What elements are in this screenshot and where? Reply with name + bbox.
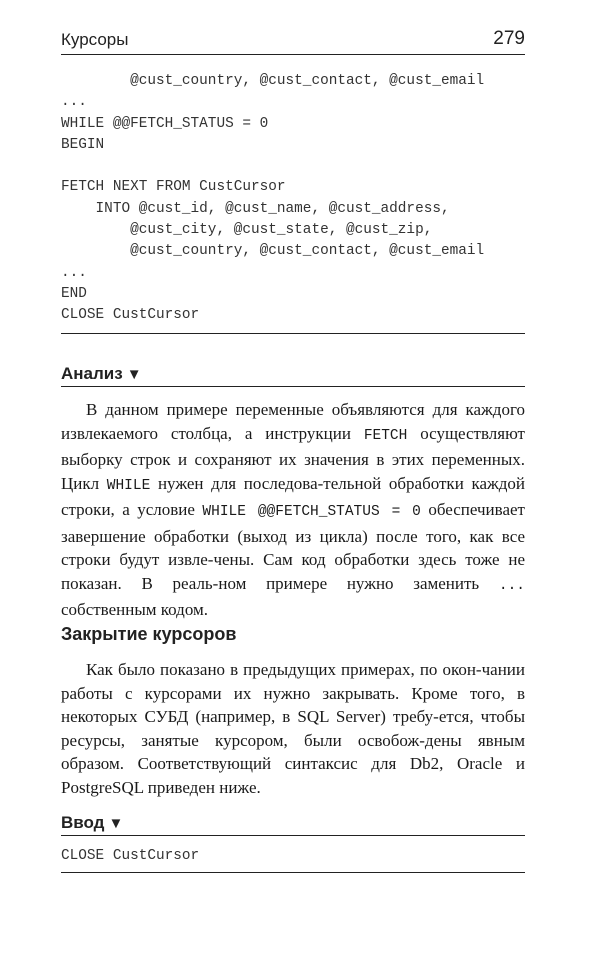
input-heading [61,813,525,836]
inline-code: WHILE [106,477,151,494]
code-line: @cust_country, @cust_contact, @cust_email [61,73,485,89]
analysis-paragraph: В данном примере переменные объявляются для каждого извлекаемого столбца, а инструкции FETCH осуществляют выборку строк и сохраняют их значения в этих переменных. Цикл WHILE нужен для последова-тельной обработки каждой строки, а условие WHILE @@FETCH_STATUS = 0 обеспечивает завершение обработки (выход из цикла) после того, как все строки будут извле-чены. Сам код обработки здесь тоже не показан. В реаль-ном примере нужно заменить ... собственным кодом. [61,400,525,619]
code-line: @cust_city, @cust_state, @cust_zip, [61,222,433,239]
inline-code: WHILE @@FETCH_STATUS = 0 [202,504,421,520]
down-triangle-icon: ▼ [126,366,142,383]
running-header [61,28,525,55]
analysis-heading-label: Анализ [61,364,123,383]
code-line: @cust_country, @cust_contact, @cust_email [61,243,485,260]
code-line: FETCH NEXT FROM CustCursor [61,179,286,196]
code-line: ... [61,94,87,111]
code-block-fetch-loop [61,71,525,327]
code-line: END [61,285,87,302]
input-heading-label: Ввод [61,813,105,832]
code-line: CLOSE CustCursor [61,848,200,864]
code-block-close-bottom-rule [61,872,525,873]
inline-code: ... [498,577,525,594]
closing-cursors-paragraph: Как было показано в предыдущих примерах, по окон-чании работы с курсорами их нужно закрывать. Кроме того, в некоторых СУБД (например, в SQL Server) требу-ется, чтобы ресурсы, занятые курсором, были освобож-дены явным образом. Соответствующий синтаксис для Db2, Oracle и PostgreSQL приведен ниже. [61,660,525,797]
code-line: CLOSE CustCursor [61,307,200,324]
code-line: WHILE @@FETCH_STATUS = 0 [61,115,269,132]
chapter-title: Курсоры [61,30,129,49]
page-number: 279 [493,28,525,49]
code-line: ... [61,264,87,281]
code-line: BEGIN [61,136,105,153]
closing-cursors-heading: Закрытие курсоров [61,624,237,644]
code-block-close [61,846,525,867]
analysis-heading [61,364,525,387]
code-block-bottom-rule [61,333,525,334]
inline-code: FETCH [363,427,408,444]
code-line: INTO @cust_id, @cust_name, @cust_address, [61,200,450,217]
down-triangle-icon: ▼ [108,815,124,832]
